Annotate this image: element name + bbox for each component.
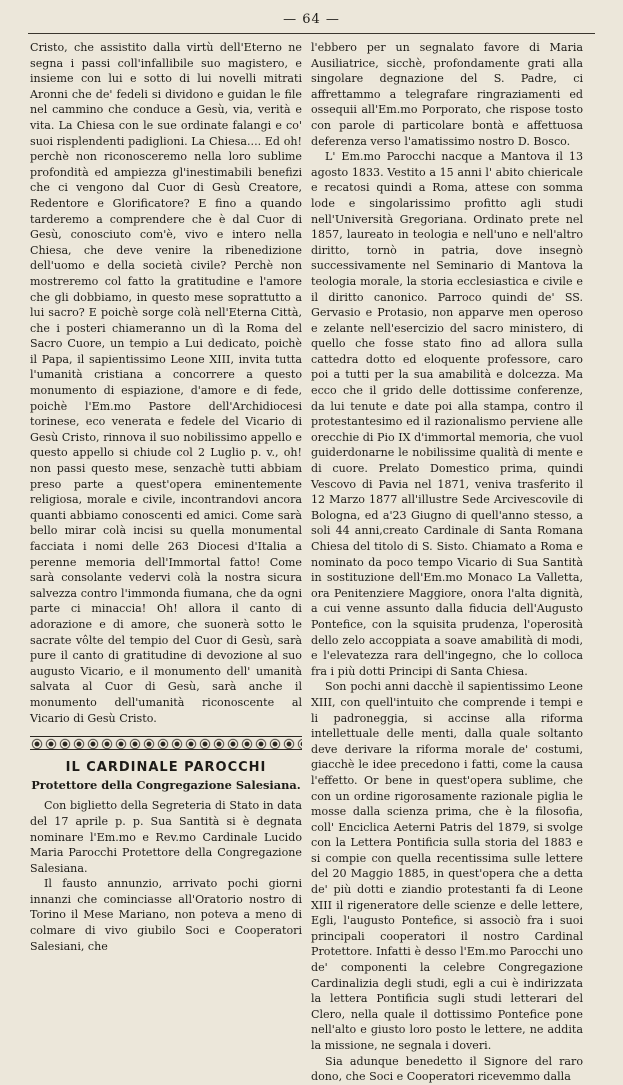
right-paragraph-4: Sia adunque benedetto il Signore del raro dono, che Soci e Cooperatori ricevemmo dalla — [311, 1054, 583, 1084]
left-column — [30, 40, 302, 954]
right-paragraph-3: Son pochi anni dacchè il sapientissimo Leone XIII, con quell'intuito che comprende i tempi e li padroneggia, si accinse alla riforma intellettuale delle menti, dalla quale soltanto deve derivare la riforma morale de' costumi, giacchè le idee precedono i fatti, come la causa l'effetto. Or bene in quest'opera sublime, che con un ordine rigorosamente razionale piglia le mosse dalla scienza prima, che è la filosofia, coll' Enciclica Aeterni Patris del 1879, si svolge con la Lettera Pontificia sulla storia del 1883 e si compie con quella recentissima sulle lettere del 20 Maggio 1885, in quest'opera che a detta de' più dotti e ziandio protestanti fa di Leone XIII il rigeneratore delle scienze e delle lettere, Egli, l'augusto Pontefice, si associò fra i suoi principali cooperatori il nostro Cardinal Protettore. Infatti è desso l'Em.mo Parocchi uno de' componenti la celebre Congregazione Cardinalizia degli studi, egli a cui è indirizzata la lettera Pontificia sugli studi letterari del Clero, nella quale il dottissimo Pontefice pone nell'alto e giusto loro posto le lettere, ne addita la missione, ne segnala i doveri. — [311, 680, 583, 1052]
section-title: IL CARDINALE PAROCCHI — [65, 760, 267, 776]
right-paragraph-2: L' Em.mo Parocchi nacque a Mantova il 13 agosto 1833. Vestito a 15 anni l' abito chiericale e recatosi quindi a Roma, attese con somma lode e singolarissimo profitto agli studi nell'Università Gregoriana. Ordinato prete nel 1857, laureato in teologia e nell'uno e nell'altro diritto, tornò in patria, dove insegnò successivamente nel Seminario di Mantova la teologia morale, la storia ecclesiastica e civile e il diritto canonico. Parroco quindi de' SS. Gervasio e Protasio, non apparve men operoso e zelante nell'esercizio del sacro ministero, di quello che fosse stato fino ad allora sulla cattedra dotto ed eloquente professore, caro poi a tutti per la sua amabilità e dolcezza. Ma ecco che il grido delle dottissime conferenze, da lui tenute e date poi alla stampa, contro il protestantesimo ed il razionalismo perviene alle orecchie di Pio IX d'immortal memoria, che vuol guiderdonarne le nobilissime qualità di mente e di cuore. Prelato Domestico prima, quindi Vescovo di Pavia nel 1871, veniva trasferito il 12 Marzo 1877 all'illustre Sede Arcivescovile di Bologna, ed a'23 Giugno di quell'anno stesso, a soli 44 anni,creato Cardinale di Santa Romana Chiesa del titolo di S. Sisto. Chiamato a Roma e nominato da poco tempo Vicario di Sua Santità in sostituzione dell'Em.mo Monaco La Valletta, ora Penitenziere Maggiore, onora l'alta dignità, a cui venne assunto dalla fiducia dell'Augusto Pontefice, con la squisita prudenza, l'operosità dello zelo accoppiata a soave amabilità di modi, e l'elevatezza rara dell'ingegno, che lo colloca fra i più dotti Principi di Santa Chiesa. — [311, 150, 583, 678]
header-rule — [28, 33, 595, 34]
section-subtitle: Protettore della Congregazione Salesiana. — [31, 777, 301, 792]
left-paragraph-2: Con biglietto della Segreteria di Stato in data del 17 aprile p. p. Sua Santità si è degnata nominare l'Em.mo e Rev.mo Cardinale Lucido Maria Parocchi Protettore della Congregazione Salesiana. — [30, 799, 302, 875]
left-paragraph-1: Cristo, che assistito dalla virtù dell'Eterno ne segna i passi coll'infallibile suo magistero, e insieme con lui e sotto di lui novelli mitrati Aronni che de' fedeli si dividono e guidan le file nel cammino che conduce a Gesù, via, verità e vita. La Chiesa con le sue ordinate falangi e co' suoi risplendenti padiglioni. La Chiesa.... Ed oh! perchè non riconosceremo nella loro sublime profondità ed ampiezza gl'inestimabili benefizi che ci vengono dal Cuor di Gesù Creatore, Redentore e Glorificatore? E fino a quando tarderemo a comprendere che è dal Cuor di Gesù, conosciuto com'è, vivo e intero nella Chiesa, che deve venire la ribenedizione dell'uomo e della società civile? Perchè non mostreremo col fatto la gratitudine e l'amore che gli dobbiamo, in questo mese soprattutto a lui sacro? E poichè sorge colà nell'Eterna Città, che i posteri chiameranno un dì la Roma del Sacro Cuore, un tempio a Lui dedicato, poichè il Papa, il sapientissimo Leone XIII, invita tutta l'umanità cristiana a concorrere a questo monumento di espiazione, d'amore e di fede, poichè l'Em.mo Pastore dell'Archidiocesi torinese, eco venerata e fedele del Vicario di Gesù Cristo, rinnova il suo nobilissimo appello e questo appello si chiude col 2 Luglio p. v., oh! non passi questo mese, senzachè tutti abbiam preso parte a quest'opera eminentemente religiosa, morale e civile, incontrandovi ancora quanti abbiamo conoscenti ed amici. Come sarà bello mirar colà incisi su quella monumental facciata i nomi delle 263 Diocesi d'Italia a perenne memoria dell'Immortal fatto! Come sarà consolante vedervi colà la nostra sicura salvezza contro l'immonda fiumana, che da ogni parte ci minaccia! Oh! allora il canto di adorazione e di amore, che suonerà sotto le sacrate vôlte del tempio del Cuor di Gesù, sarà pure il canto di gratitudine di devozione al suo augusto Vicario, e il monumento dell' umanità salvata al Cuor di Gesù, sarà anche il monumento dell'umanità riconoscente al Vicario di Gesù Cristo. — [30, 41, 302, 725]
right-column — [311, 40, 583, 1085]
ornamental-divider — [30, 736, 302, 750]
right-paragraph-1: l'ebbero per un segnalato favore di Maria Ausiliatrice, sicchè, profondamente grati alla singolare degnazione del S. Padre, ci affrettammo a telegrafare ringraziamenti ed ossequii all'Em.mo Porporato, che rispose tosto con parole di particolare bontà e affettuosa deferenza verso l'amatissimo nostro D. Bosco. — [311, 41, 583, 148]
left-paragraph-3: Il fausto annunzio, arrivato pochi giorni innanzi che cominciasse all'Oratorio nostro di Torino il Mese Mariano, non poteva a meno di colmare di vivo giubilo Soci e Cooperatori Salesiani, che — [30, 877, 302, 953]
page-number: — 64 — — [283, 12, 340, 27]
